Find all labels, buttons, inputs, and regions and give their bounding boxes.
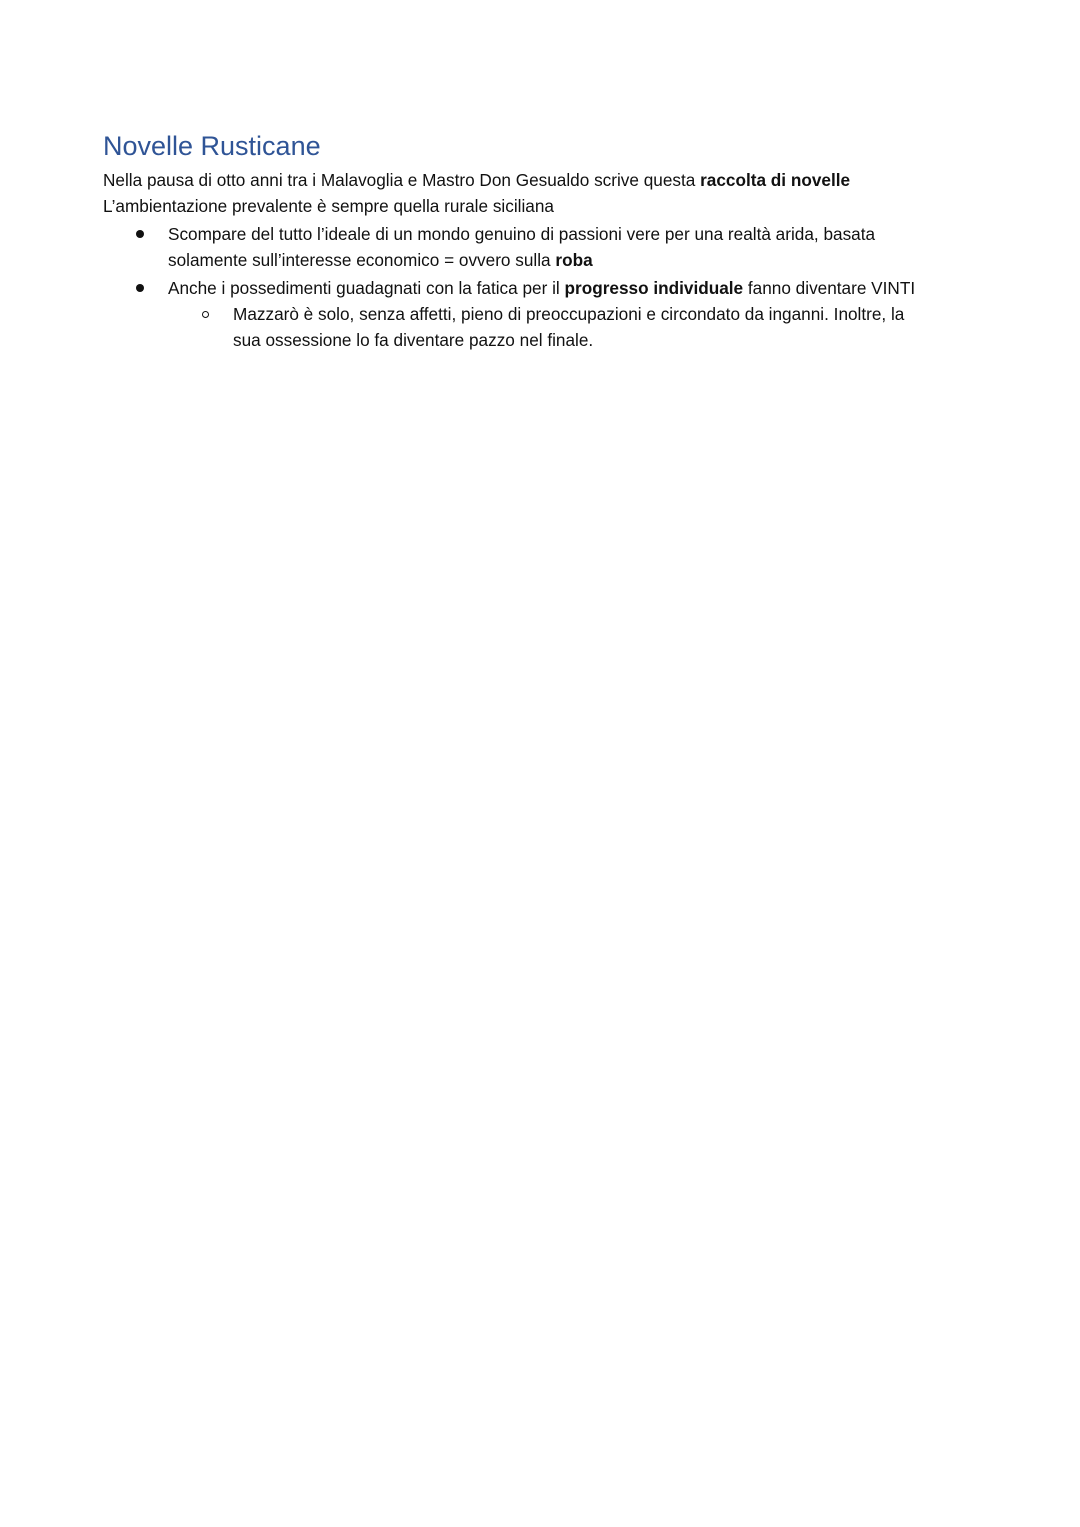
bullet-2-bold-text: progresso individuale (564, 278, 744, 298)
bullet-1-line-2 (168, 247, 593, 273)
intro-text: Nella pausa di otto anni tra i Malavoglia e Mastro Don Gesualdo scrive questa (103, 170, 701, 190)
bullet-1-line-1: Scompare del tutto l’ideale di un mondo genuino di passioni vere per una realtà arida, basata (168, 224, 876, 244)
bullet-1-text: solamente sull’interesse economico = ovvero sulla (168, 250, 556, 270)
sub-bullet-line-2: sua ossessione lo fa diventare pazzo nel finale. (233, 330, 594, 350)
bullet-2-text-post: fanno diventare VINTI (743, 278, 916, 298)
bullet-2-line-1 (168, 275, 915, 301)
intro-line-1 (103, 167, 850, 193)
sub-bullet-line-1: Mazzarò è solo, senza affetti, pieno di preoccupazioni e circondato da inganni. Inoltre, la (233, 304, 905, 324)
intro-line-2: L’ambientazione prevalente è sempre quella rurale siciliana (103, 196, 554, 216)
intro-bold-text: raccolta di novelle (700, 170, 851, 190)
sub-bullet-circle-icon (202, 311, 209, 318)
bullet-1-bold-text: roba (555, 250, 593, 270)
bullet-dot-icon (136, 284, 144, 292)
section-heading: Novelle Rusticane (103, 131, 321, 161)
bullet-dot-icon (136, 230, 144, 238)
bullet-2-text-pre: Anche i possedimenti guadagnati con la fatica per il (168, 278, 565, 298)
